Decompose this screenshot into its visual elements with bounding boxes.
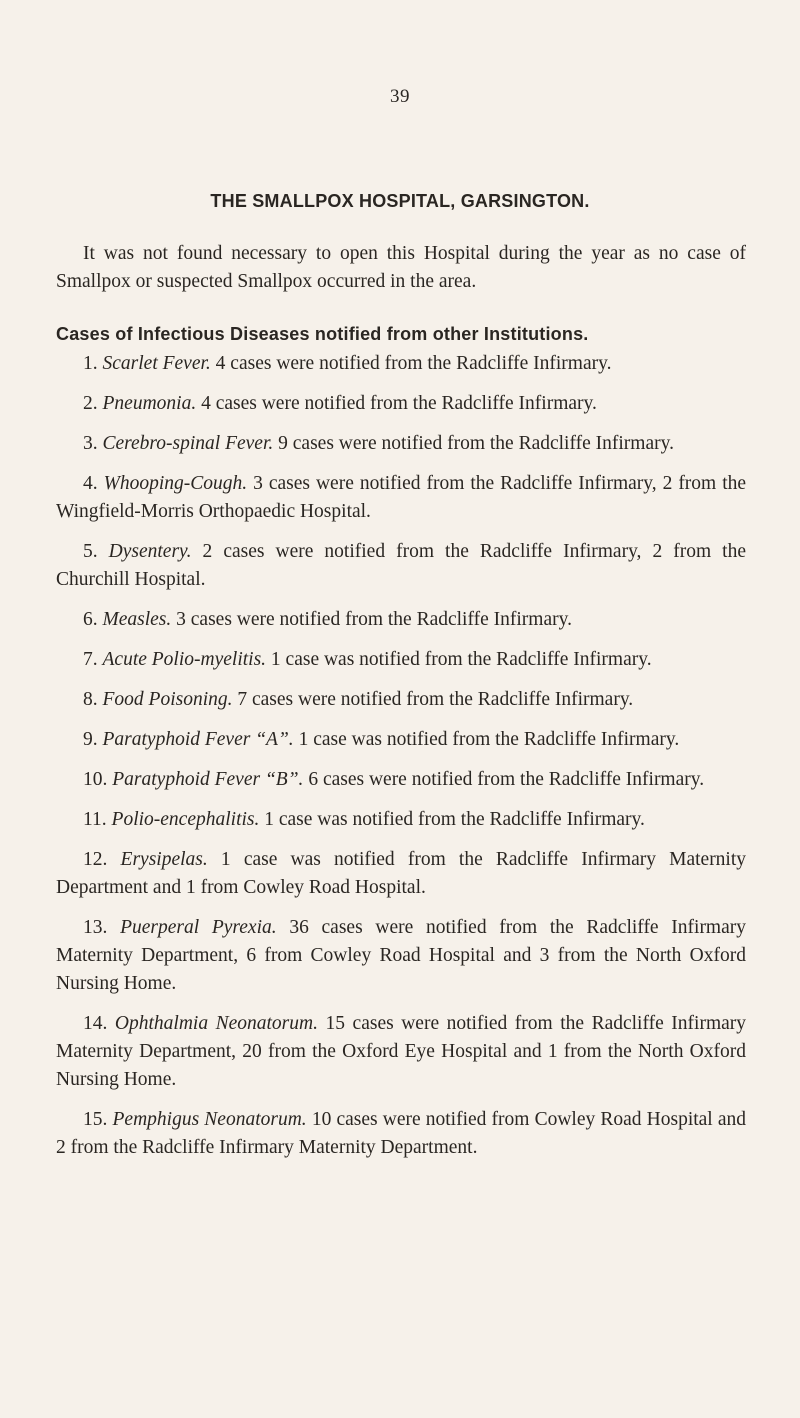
disease-name: Dysentery. [108,541,192,562]
entry-text: 36 cases were notified from the Radcliffe Infirmary Maternity Department, 6 from Cowley Road Hospital and 3 from the North Oxford Nursing Home. [56,917,746,994]
entry-number: 15. [83,1109,108,1130]
disease-name: Puerperal Pyrexia. [120,917,277,938]
entry-number: 5. [83,541,98,562]
page-number: 39 [390,86,410,107]
entry-text: 4 cases were notified from the Radcliffe Infirmary. [215,353,612,374]
disease-name: Ophthalmia Neonatorum. [114,1013,318,1034]
disease-name: Pemphigus Neonatorum. [112,1109,307,1130]
disease-list [56,350,746,1174]
entry-text: 4 cases were notified from the Radcliffe Infirmary. [201,393,597,414]
entry-text: 3 cases were notified from the Radcliffe Infirmary. [176,609,572,630]
entry-text: 10 cases were notified from Cowley Road Hospital and 2 from the Radcliffe Infirmary Maternity Department. [56,1109,747,1158]
list-item [56,806,746,834]
entry-text: 1 case was notified from the Radcliffe Infirmary Maternity Department and 1 from Cowley Road Hospital. [56,849,747,898]
entry-number: 10. [83,769,108,790]
list-item [56,846,746,902]
list-item [56,686,746,714]
list-item [56,350,746,378]
entry-number: 2. [83,393,98,414]
disease-name: Scarlet Fever. [102,353,211,374]
entry-number: 4. [83,473,98,494]
entry-text: 1 case was notified from the Radcliffe Infirmary. [298,729,680,750]
entry-number: 8. [83,689,98,710]
intro-paragraph: It was not found necessary to open this Hospital during the year as no case of Smallpox or suspected Smallpox occurred in the area. [56,243,746,292]
list-item [56,606,746,634]
entry-number: 7. [83,649,98,670]
entry-number: 9. [83,729,98,750]
list-item [56,914,746,998]
entry-number: 3. [83,433,98,454]
entry-text: 1 case was notified from the Radcliffe Infirmary. [264,809,645,830]
entry-text: 2 cases were notified from the Radcliffe Infirmary, 2 from the Churchill Hospital. [56,541,746,590]
entry-text: 15 cases were notified from the Radcliffe Infirmary Maternity Department, 20 from the Oxford Eye Hospital and 1 from the North Oxford Nursing Home. [56,1013,747,1090]
disease-name: Paratyphoid Fever “A”. [102,729,294,750]
disease-name: Paratyphoid Fever “B”. [112,769,304,790]
list-item [56,1106,746,1162]
list-item [56,538,746,594]
entry-text: 9 cases were notified from the Radcliffe Infirmary. [278,433,674,454]
entry-text: 7 cases were notified from the Radcliffe Infirmary. [237,689,634,710]
list-item [56,1010,746,1094]
entry-number: 14. [83,1013,108,1034]
disease-name: Measles. [102,609,172,630]
entry-text: 3 cases were notified from the Radcliffe Infirmary, 2 from the Wingfield-Morris Orthopaedic Hospital. [56,473,747,522]
list-item [56,390,746,418]
list-item [56,470,746,526]
list-item [56,646,746,674]
entry-number: 6. [83,609,98,630]
disease-name: Food Poisoning. [102,689,233,710]
entry-text: 1 case was notified from the Radcliffe Infirmary. [270,649,652,670]
section-heading: Cases of Infectious Diseases notified from other Institutions. [56,324,589,344]
disease-name: Whooping-Cough. [103,473,248,494]
entry-number: 11. [83,809,107,830]
disease-name: Polio-encephalitis. [111,809,260,830]
disease-name: Erysipelas. [120,849,208,870]
disease-name: Pneumonia. [102,393,197,414]
list-item [56,430,746,458]
entry-number: 13. [83,917,108,938]
disease-name: Acute Polio-myelitis. [102,649,267,670]
entry-number: 1. [83,353,98,374]
list-item [56,766,746,794]
disease-name: Cerebro-spinal Fever. [102,433,274,454]
page-title: THE SMALLPOX HOSPITAL, GARSINGTON. [210,191,590,211]
entry-text: 6 cases were notified from the Radcliffe Infirmary. [308,769,705,790]
list-item [56,726,746,754]
entry-number: 12. [83,849,108,870]
